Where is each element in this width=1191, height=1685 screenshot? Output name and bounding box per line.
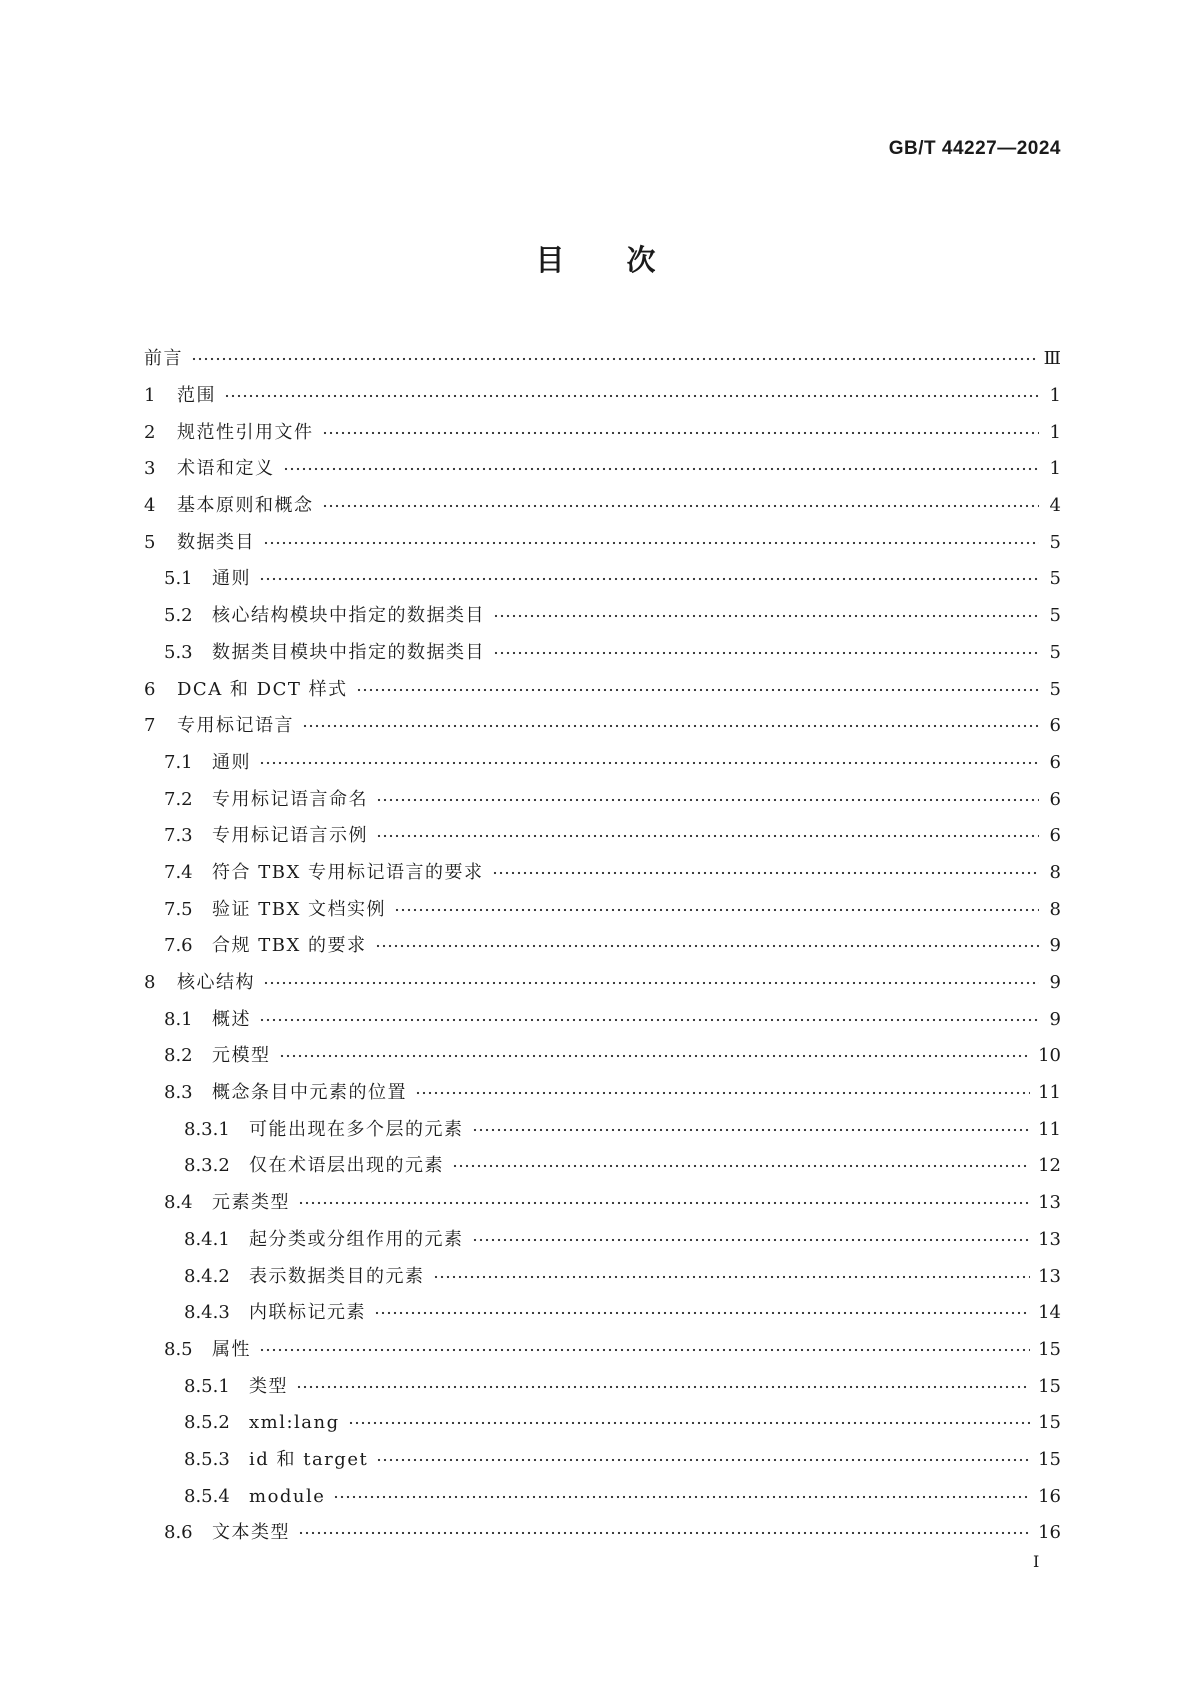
toc-entry[interactable] — [144, 1222, 1061, 1259]
toc-dot-leader — [376, 791, 1039, 809]
toc-dot-leader — [333, 1488, 1030, 1506]
toc-entry-title: 内联标记元素 — [249, 1302, 366, 1324]
toc-entry-number: 6 — [144, 678, 156, 700]
toc-entry[interactable] — [144, 414, 1061, 451]
toc-dot-leader — [452, 1157, 1030, 1175]
toc-entry-title: 元模型 — [212, 1045, 271, 1067]
toc-entry-page: 11 — [1038, 1082, 1061, 1104]
toc-entry-title: 专用标记语言 — [177, 715, 294, 737]
toc-entry-page: 6 — [1049, 751, 1061, 773]
toc-entry-page: 15 — [1038, 1448, 1061, 1470]
toc-entry-number: 8.5.2 — [184, 1412, 230, 1434]
toc-dot-leader — [356, 681, 1039, 699]
toc-entry[interactable] — [144, 1001, 1061, 1038]
toc-entry-number: 7.3 — [164, 825, 193, 847]
toc-dot-leader — [472, 1231, 1031, 1249]
toc-entry-page: 1 — [1049, 458, 1061, 480]
toc-entry[interactable] — [144, 708, 1061, 745]
toc-entry[interactable] — [144, 1111, 1061, 1148]
toc-entry-number: 8.4.2 — [184, 1265, 230, 1287]
toc-entry-number: 8.3.1 — [184, 1118, 230, 1140]
toc-entry-page: 1 — [1049, 385, 1061, 407]
toc-entry-title: DCA 和 DCT 样式 — [177, 678, 348, 700]
toc-dot-leader — [376, 827, 1039, 845]
toc-entry-page: 16 — [1038, 1522, 1061, 1544]
toc-dot-leader — [283, 460, 1040, 478]
toc-dot-leader — [376, 1451, 1030, 1469]
toc-entry-number: 8.5.1 — [184, 1375, 230, 1397]
toc-entry-title: 元素类型 — [212, 1192, 290, 1214]
toc-entry[interactable] — [144, 1442, 1061, 1479]
toc-entry-number: 5.1 — [164, 568, 193, 590]
toc-entry[interactable] — [144, 1148, 1061, 1185]
toc-entry-title: 验证 TBX 文档实例 — [212, 898, 386, 920]
toc-entry-title: id 和 target — [249, 1448, 369, 1470]
toc-dot-leader — [374, 1304, 1030, 1322]
toc-entry-number: 7.4 — [164, 861, 193, 883]
toc-entry-page: 11 — [1038, 1118, 1061, 1140]
toc-entry[interactable] — [144, 1295, 1061, 1332]
toc-entry-title: 仅在术语层出现的元素 — [249, 1155, 444, 1177]
toc-entry[interactable] — [144, 378, 1061, 415]
toc-entry-title: 专用标记语言命名 — [212, 788, 368, 810]
toc-entry[interactable] — [144, 928, 1061, 965]
toc-entry[interactable] — [144, 1332, 1061, 1369]
page-number: I — [1033, 1552, 1040, 1571]
page-title: 目次 — [535, 243, 718, 277]
toc-entry-number: 5 — [144, 531, 156, 553]
toc-entry[interactable] — [144, 524, 1061, 561]
toc-dot-leader — [191, 350, 1036, 368]
toc-entry-title: 属性 — [212, 1338, 251, 1360]
toc-entry-page: 9 — [1049, 1008, 1061, 1030]
toc-entry-page: 9 — [1049, 972, 1061, 994]
toc-dot-leader — [415, 1084, 1030, 1102]
toc-entry-title: 通则 — [212, 751, 251, 773]
toc-dot-leader — [493, 607, 1039, 625]
toc-entry-number: 7.5 — [164, 898, 193, 920]
toc-entry-number: 8.6 — [164, 1522, 193, 1544]
toc-dot-leader — [348, 1414, 1030, 1432]
toc-dot-leader — [472, 1121, 1031, 1139]
standard-code: GB/T 44227—2024 — [888, 138, 1061, 159]
toc-entry-number: 8 — [144, 972, 156, 994]
toc-entry-number: 8.5 — [164, 1338, 193, 1360]
toc-entry-title: 基本原则和概念 — [177, 495, 314, 517]
toc-entry-page: 13 — [1038, 1228, 1061, 1250]
toc-entry-page: 8 — [1049, 861, 1061, 883]
toc-dot-leader — [493, 644, 1039, 662]
toc-entry-page: 5 — [1049, 531, 1061, 553]
toc-entry-page: 12 — [1038, 1155, 1061, 1177]
toc-dot-leader — [259, 570, 1039, 588]
toc-entry-number: 3 — [144, 458, 156, 480]
toc-entry-title: 数据类目模块中指定的数据类目 — [212, 641, 485, 663]
toc-entry[interactable] — [144, 745, 1061, 782]
toc-entry-page: 15 — [1038, 1338, 1061, 1360]
toc-entry-page: 6 — [1049, 788, 1061, 810]
toc-entry[interactable] — [144, 635, 1061, 672]
toc-entry-title: 起分类或分组作用的元素 — [249, 1228, 464, 1250]
toc-entry-number: 8.1 — [164, 1008, 193, 1030]
toc-entry[interactable] — [144, 965, 1061, 1002]
toc-dot-leader — [433, 1268, 1031, 1286]
toc-entry-page: 15 — [1038, 1412, 1061, 1434]
toc-entry-page: 5 — [1049, 641, 1061, 663]
toc-entry[interactable] — [144, 1258, 1061, 1295]
toc-entry-number: 8.4 — [164, 1192, 193, 1214]
toc-entry-title: 概念条目中元素的位置 — [212, 1082, 407, 1104]
toc-dot-leader — [259, 1341, 1030, 1359]
toc-dot-leader — [263, 534, 1039, 552]
toc-entry-title: 核心结构模块中指定的数据类目 — [212, 605, 485, 627]
toc-entry-title: 可能出现在多个层的元素 — [249, 1118, 464, 1140]
toc-entry[interactable] — [144, 598, 1061, 635]
toc-entry-title: 符合 TBX 专用标记语言的要求 — [212, 861, 484, 883]
toc-entry-page: 16 — [1038, 1485, 1061, 1507]
toc-entry-page: 1 — [1049, 421, 1061, 443]
toc-entry-page: 8 — [1049, 898, 1061, 920]
toc-entry-title: 类型 — [249, 1375, 288, 1397]
toc-entry-title: 数据类目 — [177, 531, 255, 553]
toc-entry[interactable] — [144, 1368, 1061, 1405]
toc-dot-leader — [279, 1047, 1031, 1065]
toc-entry-page: 4 — [1049, 495, 1061, 517]
toc-entry-number: 2 — [144, 421, 156, 443]
toc-dot-leader — [394, 901, 1039, 919]
toc-entry-number: 8.4.3 — [184, 1302, 230, 1324]
toc-entry-title: 合规 TBX 的要求 — [212, 935, 367, 957]
toc-entry-page: 5 — [1049, 568, 1061, 590]
toc-entry-title: 文本类型 — [212, 1522, 290, 1544]
toc-entry-page: 15 — [1038, 1375, 1061, 1397]
toc-entry-number: 8.5.3 — [184, 1448, 230, 1470]
toc-entry-title: 通则 — [212, 568, 251, 590]
toc-entry-title: 规范性引用文件 — [177, 421, 314, 443]
toc-entry-page: 6 — [1049, 715, 1061, 737]
toc-dot-leader — [302, 717, 1039, 735]
toc-entry-page: 6 — [1049, 825, 1061, 847]
toc-entry-page: 10 — [1038, 1045, 1061, 1067]
toc-entry-page: 9 — [1049, 935, 1061, 957]
toc-dot-leader — [263, 974, 1039, 992]
toc-dot-leader — [298, 1194, 1030, 1212]
toc-entry-number: 7.6 — [164, 935, 193, 957]
toc-entry[interactable] — [144, 341, 1061, 378]
toc-dot-leader — [322, 424, 1040, 442]
toc-entry-number: 4 — [144, 495, 156, 517]
toc-dot-leader — [375, 937, 1040, 955]
toc-entry-title: module — [249, 1485, 326, 1507]
toc-entry-number: 7 — [144, 715, 156, 737]
toc-entry[interactable] — [144, 1038, 1061, 1075]
toc-entry-number: 8.3 — [164, 1082, 193, 1104]
toc-entry-number: 7.2 — [164, 788, 193, 810]
toc-entry[interactable] — [144, 1515, 1061, 1552]
toc-entry-page: 5 — [1049, 678, 1061, 700]
toc-entry-page: Ⅲ — [1043, 348, 1061, 370]
toc-entry-title: 前言 — [144, 348, 183, 370]
toc-entry-title: xml:lang — [249, 1412, 340, 1434]
toc-entry-title: 范围 — [177, 385, 216, 407]
toc-entry[interactable] — [144, 1405, 1061, 1442]
toc-dot-leader — [259, 754, 1039, 772]
toc-entry-number: 5.2 — [164, 605, 193, 627]
toc-entry-title: 专用标记语言示例 — [212, 825, 368, 847]
toc-entry-page: 13 — [1038, 1265, 1061, 1287]
toc-dot-leader — [492, 864, 1040, 882]
toc-entry-number: 8.3.2 — [184, 1155, 230, 1177]
toc-entry[interactable] — [144, 818, 1061, 855]
toc-dot-leader — [224, 387, 1039, 405]
toc-entry-page: 13 — [1038, 1192, 1061, 1214]
toc-entry-number: 5.3 — [164, 641, 193, 663]
toc-entry[interactable] — [144, 891, 1061, 928]
toc-dot-leader — [259, 1011, 1039, 1029]
toc-entry-title: 概述 — [212, 1008, 251, 1030]
toc-entry-title: 术语和定义 — [177, 458, 275, 480]
toc-entry[interactable] — [144, 1478, 1061, 1515]
toc-entry-title: 表示数据类目的元素 — [249, 1265, 425, 1287]
toc-entry-number: 7.1 — [164, 751, 193, 773]
toc-entry[interactable] — [144, 855, 1061, 892]
toc-entry[interactable] — [144, 451, 1061, 488]
toc-entry-title: 核心结构 — [177, 972, 255, 994]
toc-dot-leader — [322, 497, 1040, 515]
table-of-contents — [144, 341, 1061, 1552]
toc-entry[interactable] — [144, 488, 1061, 525]
toc-entry-page: 14 — [1038, 1302, 1061, 1324]
toc-entry[interactable] — [144, 671, 1061, 708]
toc-entry[interactable] — [144, 781, 1061, 818]
toc-dot-leader — [296, 1378, 1030, 1396]
toc-entry[interactable] — [144, 1185, 1061, 1222]
toc-entry-number: 8.5.4 — [184, 1485, 230, 1507]
toc-entry-number: 8.4.1 — [184, 1228, 230, 1250]
toc-entry-number: 8.2 — [164, 1045, 193, 1067]
toc-entry[interactable] — [144, 1075, 1061, 1112]
toc-entry-page: 5 — [1049, 605, 1061, 627]
toc-dot-leader — [298, 1524, 1030, 1542]
toc-entry[interactable] — [144, 561, 1061, 598]
toc-entry-number: 1 — [144, 385, 156, 407]
